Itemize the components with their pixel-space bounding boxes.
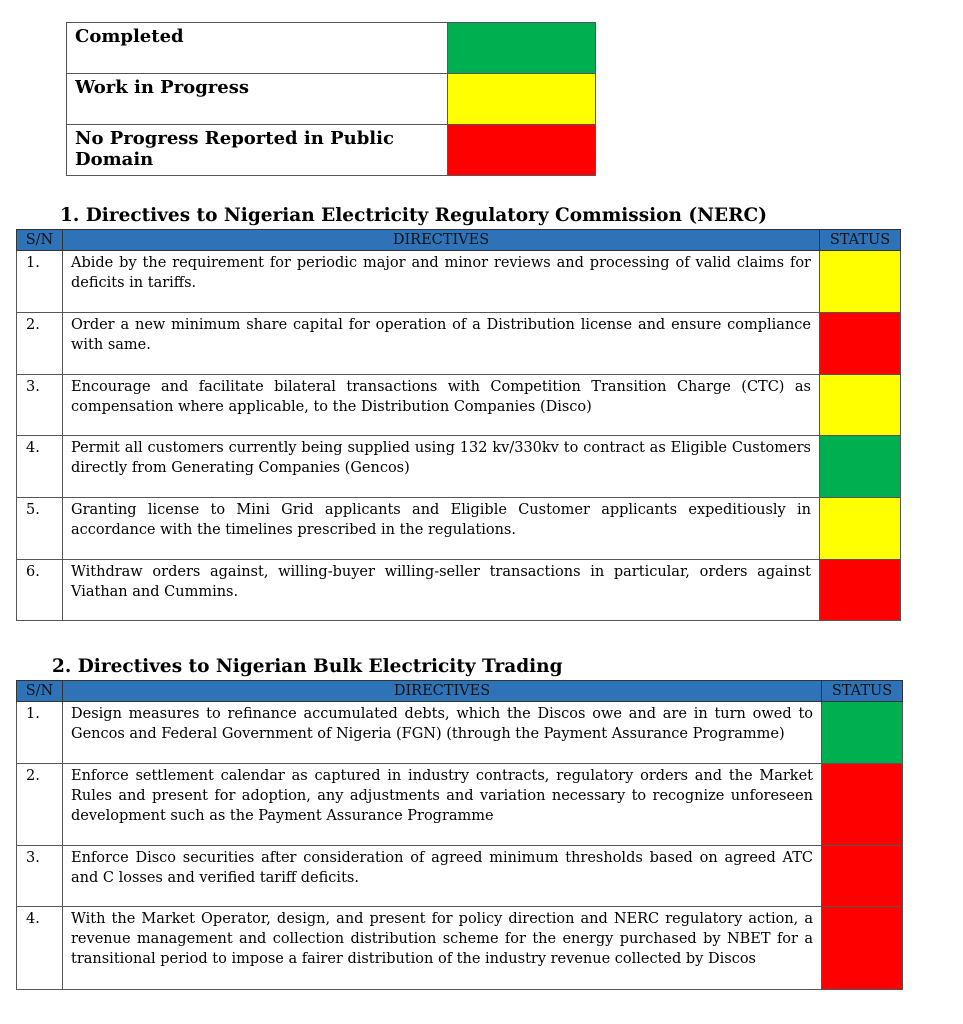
directive-text: Enforce settlement calendar as captured in industry contracts, regulatory orders and the Market Rules and present for adoption, any adjustments and variation necessary to recognize unforeseen development such as the Payment Assurance Programme bbox=[63, 764, 822, 846]
legend-swatch-green bbox=[448, 23, 596, 74]
status-cell bbox=[822, 702, 903, 764]
directive-text: With the Market Operator, design, and present for policy direction and NERC regulatory action, a revenue management and collection distribution scheme for the energy purchased by NBET for a transitional period to impose a fairer distribution of the industry revenue collected by Discos bbox=[63, 907, 822, 990]
row-number: 2. bbox=[17, 764, 63, 846]
status-cell bbox=[822, 764, 903, 846]
status-cell bbox=[820, 498, 901, 560]
row-number: 6. bbox=[17, 560, 63, 621]
row-number: 3. bbox=[17, 846, 63, 907]
table-row bbox=[17, 313, 901, 375]
legend-row-no-progress bbox=[67, 125, 596, 176]
status-cell bbox=[820, 251, 901, 313]
table-header-row bbox=[17, 681, 903, 702]
row-number: 4. bbox=[17, 436, 63, 498]
section-title-nbet: 2. Directives to Nigerian Bulk Electricity Trading bbox=[52, 656, 563, 677]
legend-label: Completed bbox=[67, 23, 448, 74]
column-header-directives: DIRECTIVES bbox=[63, 230, 820, 251]
directive-text: Abide by the requirement for periodic major and minor reviews and processing of valid claims for deficits in tariffs. bbox=[63, 251, 820, 313]
legend-label: Work in Progress bbox=[67, 74, 448, 125]
status-legend bbox=[66, 22, 596, 176]
table-row bbox=[17, 702, 903, 764]
table-row bbox=[17, 764, 903, 846]
table-row bbox=[17, 907, 903, 990]
table-row bbox=[17, 560, 901, 621]
table-row bbox=[17, 436, 901, 498]
row-number: 5. bbox=[17, 498, 63, 560]
row-number: 1. bbox=[17, 251, 63, 313]
directive-text: Enforce Disco securities after consideration of agreed minimum thresholds based on agreed ATC and C losses and verified tariff deficits. bbox=[63, 846, 822, 907]
directive-text: Granting license to Mini Grid applicants and Eligible Customer applicants expeditiously in accordance with the timelines prescribed in the regulations. bbox=[63, 498, 820, 560]
column-header-directives: DIRECTIVES bbox=[63, 681, 822, 702]
column-header-sn: S/N bbox=[17, 681, 63, 702]
row-number: 2. bbox=[17, 313, 63, 375]
status-cell bbox=[820, 560, 901, 621]
table-row bbox=[17, 251, 901, 313]
table-row bbox=[17, 498, 901, 560]
directive-text: Permit all customers currently being supplied using 132 kv/330kv to contract as Eligible Customers directly from Generating Companies (Gencos) bbox=[63, 436, 820, 498]
nerc-directives-table bbox=[16, 229, 901, 621]
directive-text: Order a new minimum share capital for operation of a Distribution license and ensure compliance with same. bbox=[63, 313, 820, 375]
legend-row-completed bbox=[67, 23, 596, 74]
status-cell bbox=[822, 907, 903, 990]
legend-swatch-red bbox=[448, 125, 596, 176]
directive-text: Design measures to refinance accumulated debts, which the Discos owe and are in turn owed to Gencos and Federal Government of Nigeria (FGN) (through the Payment Assurance Programme) bbox=[63, 702, 822, 764]
status-cell bbox=[820, 313, 901, 375]
row-number: 4. bbox=[17, 907, 63, 990]
row-number: 1. bbox=[17, 702, 63, 764]
column-header-sn: S/N bbox=[17, 230, 63, 251]
status-cell bbox=[820, 375, 901, 436]
row-number: 3. bbox=[17, 375, 63, 436]
column-header-status: STATUS bbox=[820, 230, 901, 251]
table-row bbox=[17, 375, 901, 436]
status-cell bbox=[822, 846, 903, 907]
directive-text: Withdraw orders against, willing-buyer willing-seller transactions in particular, orders against Viathan and Cummins. bbox=[63, 560, 820, 621]
legend-swatch-yellow bbox=[448, 74, 596, 125]
directive-text: Encourage and facilitate bilateral transactions with Competition Transition Charge (CTC) as compensation where applicable, to the Distribution Companies (Disco) bbox=[63, 375, 820, 436]
section-title-nerc: 1. Directives to Nigerian Electricity Regulatory Commission (NERC) bbox=[60, 205, 768, 226]
column-header-status: STATUS bbox=[822, 681, 903, 702]
status-cell bbox=[820, 436, 901, 498]
table-header-row bbox=[17, 230, 901, 251]
nbet-directives-table bbox=[16, 680, 903, 990]
table-row bbox=[17, 846, 903, 907]
legend-row-in-progress bbox=[67, 74, 596, 125]
legend-label: No Progress Reported in Public Domain bbox=[67, 125, 448, 176]
